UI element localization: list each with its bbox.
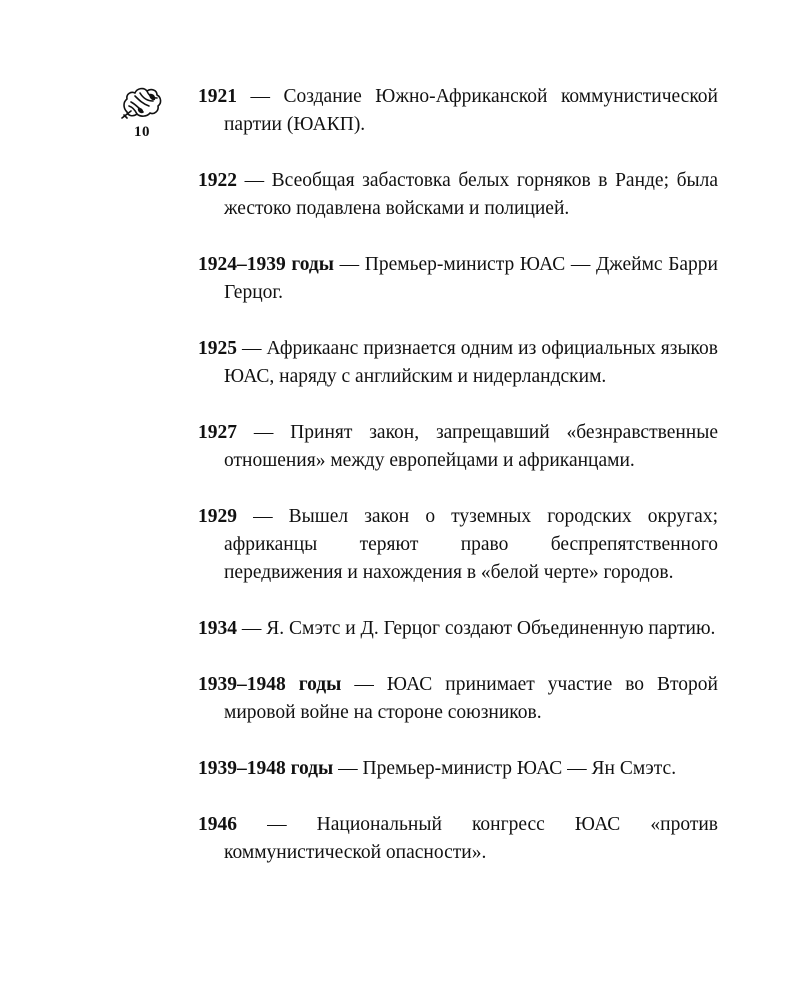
page-number: 10	[134, 124, 150, 140]
chronology-entry	[198, 251, 718, 307]
entry-year: 1924–1939 годы	[198, 254, 335, 275]
entry-text: — Премьер-министр ЮАС — Джеймс Барри Герцог.	[224, 254, 718, 303]
entry-year: 1929	[198, 506, 237, 527]
chronology-entry	[198, 167, 718, 223]
entry-year: 1927	[198, 422, 237, 443]
chronology-entry	[198, 503, 718, 587]
entry-text: — Создание Южно-Африканской коммунистической партии (ЮАКП).	[224, 86, 718, 135]
entry-text: — Вышел закон о туземных городских округах; африканцы теряют право беспрепятственного передвижения и нахождения в «белой черте» городов.	[224, 506, 718, 583]
entry-text: — ЮАС принимает участие во Второй мировой войне на стороне союзников.	[224, 674, 718, 723]
chronology-entry	[198, 83, 718, 139]
entry-text: — Национальный конгресс ЮАС «против коммунистической опасности».	[224, 814, 718, 863]
entry-year: 1946	[198, 814, 237, 835]
entry-text: — Африкаанс признается одним из официальных языков ЮАС, наряду с английским и нидерландским.	[224, 338, 718, 387]
entry-text: — Всеобщая забастовка белых горняков в Ранде; была жестоко подавлена войсками и полицией.	[224, 170, 718, 219]
chronology-entry	[198, 811, 718, 867]
page-marker	[117, 82, 167, 141]
entry-year: 1925	[198, 338, 237, 359]
chronology-entry	[198, 615, 718, 643]
chronology-entry	[198, 419, 718, 475]
entry-text: — Премьер-министр ЮАС — Ян Смэтс.	[333, 758, 677, 779]
entry-text: — Принят закон, запрещавший «безнравственные отношения» между европейцами и африканцами.	[224, 422, 718, 471]
chronology-entry	[198, 755, 718, 783]
chronology-list	[198, 83, 718, 895]
entry-text: — Я. Смэтс и Д. Герцог создают Объединенную партию.	[237, 618, 716, 639]
entry-year: 1921	[198, 86, 237, 107]
entry-year: 1939–1948 годы	[198, 758, 334, 779]
chronology-entry	[198, 335, 718, 391]
entry-year: 1922	[198, 170, 237, 191]
chronology-entry	[198, 671, 718, 727]
ornament-icon	[119, 82, 165, 122]
entry-year: 1939–1948 годы	[198, 674, 342, 695]
entry-year: 1934	[198, 618, 237, 639]
